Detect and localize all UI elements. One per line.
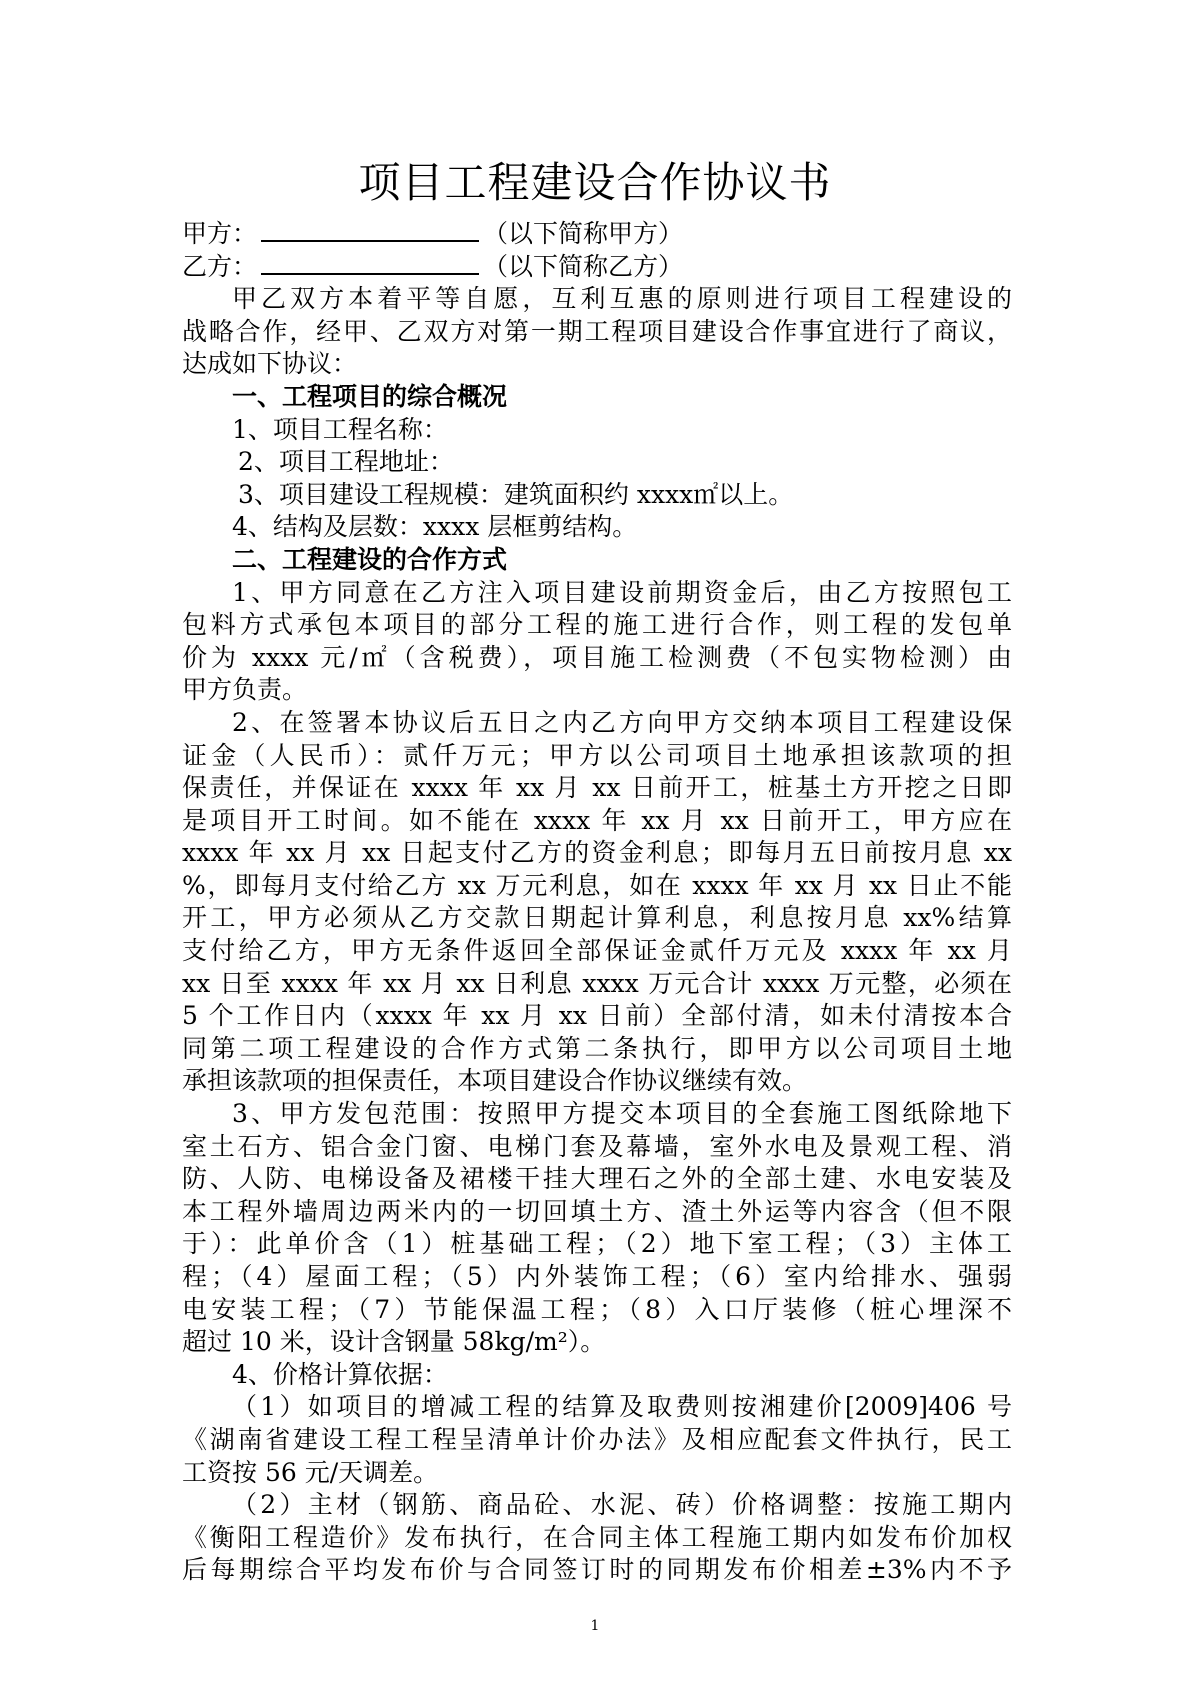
clause-line: 保责任，并保证在 xxxx 年 xx 月 xx 日前开工，桩基土方开挖之日即 xyxy=(182,773,1012,803)
clause-line: 是项目开工时间。如不能在 xxxx 年 xx 月 xx 日前开工，甲方应在 xyxy=(182,805,1012,835)
page-number: 1 xyxy=(590,1618,600,1634)
party-b-note: （以下简称乙方） xyxy=(483,251,684,281)
party-a-blank-field xyxy=(261,218,479,242)
clause-line: xx 日至 xxxx 年 xx 月 xx 日利息 xxxx 万元合计 xxxx 万元整，必须在 xyxy=(182,968,1012,998)
clause-heading: 4、价格计算依据： xyxy=(232,1359,448,1389)
clause-line: 同第二项工程建设的合作方式第二条执行，即甲方以公司项目土地 xyxy=(182,1033,1012,1063)
overview-item: 1、项目工程名称： xyxy=(232,414,448,444)
clause-line: 承担该款项的担保责任，本项目建设合作协议继续有效。 xyxy=(182,1066,808,1096)
clause-line: 5 个工作日内（xxxx 年 xx 月 xx 日前）全部付清，如未付清按本合 xyxy=(182,1001,1012,1031)
party-a-label: 甲方： xyxy=(182,219,258,248)
clause-line: 开工，甲方必须从乙方交款日期起计算利息，利息按月息 xx%结算 xyxy=(182,903,1012,933)
party-b-blank-field xyxy=(261,251,479,275)
clause-line: 防、人防、电梯设备及裙楼干挂大理石之外的全部土建、水电安装及 xyxy=(182,1164,1012,1194)
clause-line: 甲方负责。 xyxy=(182,675,308,705)
overview-item: 4、结构及层数：xxxx 层框剪结构。 xyxy=(232,512,638,542)
clause-line: 2、在签署本协议后五日之内乙方向甲方交纳本项目工程建设保 xyxy=(232,707,1012,737)
clause-line: 证金（人民币）：贰仟万元；甲方以公司项目土地承担该款项的担 xyxy=(182,740,1012,770)
clause-line: 《湖南省建设工程工程呈清单计价办法》及相应配套文件执行，民工 xyxy=(182,1424,1012,1454)
clause-line: 3、甲方发包范围：按照甲方提交本项目的全套施工图纸除地下 xyxy=(232,1099,1012,1129)
clause-line: xxxx 年 xx 月 xx 日起支付乙方的资金利息；即每月五日前按月息 xx xyxy=(182,838,1012,868)
document-title: 项目工程建设合作协议书 xyxy=(358,158,832,207)
party-a-line xyxy=(182,218,1012,251)
party-b-label: 乙方： xyxy=(182,251,258,281)
intro-line: 战略合作，经甲、乙双方对第一期工程项目建设合作事宜进行了商议， xyxy=(182,316,1012,346)
clause-line: 电安装工程；（7）节能保温工程；（8）入口厅装修（桩心埋深不 xyxy=(182,1294,1012,1324)
document-body xyxy=(182,218,1012,1587)
clause-line: %，即每月支付给乙方 xx 万元利息，如在 xxxx 年 xx 月 xx 日止不能 xyxy=(182,870,1012,900)
clause-line: （1）如项目的增减工程的结算及取费则按湘建价[2009]406 号 xyxy=(232,1392,1012,1422)
clause-line: 超过 10 米，设计含钢量 58kg/m²）。 xyxy=(182,1327,606,1357)
party-a-note: （以下简称甲方） xyxy=(483,219,684,248)
overview-item: 2、项目工程地址： xyxy=(238,447,454,477)
clause-line: 1、甲方同意在乙方注入项目建设前期资金后，由乙方按照包工 xyxy=(232,577,1012,607)
section-heading: 二、工程建设的合作方式 xyxy=(232,544,508,574)
clause-line: 于）：此单价含（1）桩基础工程；（2）地下室工程；（3）主体工 xyxy=(182,1229,1012,1259)
clause-line: 后每期综合平均发布价与合同签订时的同期发布价相差±3%内不予 xyxy=(182,1555,1012,1585)
overview-item: 3、项目建设工程规模：建筑面积约 xxxx㎡以上。 xyxy=(238,479,794,509)
clause-line: 价为 xxxx 元/㎡（含税费），项目施工检测费（不包实物检测）由 xyxy=(182,642,1012,672)
clause-line: 程；（4）屋面工程；（5）内外装饰工程；（6）室内给排水、强弱 xyxy=(182,1262,1012,1291)
clause-line: 《衡阳工程造价》发布执行，在合同主体工程施工期内如发布价加权 xyxy=(182,1522,1012,1552)
clause-line: 本工程外墙周边两米内的一切回填土方、渣土外运等内容含（但不限 xyxy=(182,1196,1012,1226)
clause-line: 支付给乙方，甲方无条件返回全部保证金贰仟万元及 xxxx 年 xx 月 xyxy=(182,936,1012,966)
clause-line: （2）主材（钢筋、商品砼、水泥、砖）价格调整：按施工期内 xyxy=(232,1490,1012,1520)
intro-line: 甲乙双方本着平等自愿，互利互惠的原则进行项目工程建设的 xyxy=(232,284,1012,314)
intro-line: 达成如下协议： xyxy=(182,349,358,379)
section-heading: 一、工程项目的综合概况 xyxy=(232,381,508,411)
clause-line: 室土石方、铝合金门窗、电梯门套及幕墙，室外水电及景观工程、消 xyxy=(182,1131,1012,1161)
clause-line: 工资按 56 元/天调差。 xyxy=(182,1457,439,1487)
clause-line: 包料方式承包本项目的部分工程的施工进行合作，则工程的发包单 xyxy=(182,610,1012,640)
party-b-line xyxy=(182,251,1012,284)
